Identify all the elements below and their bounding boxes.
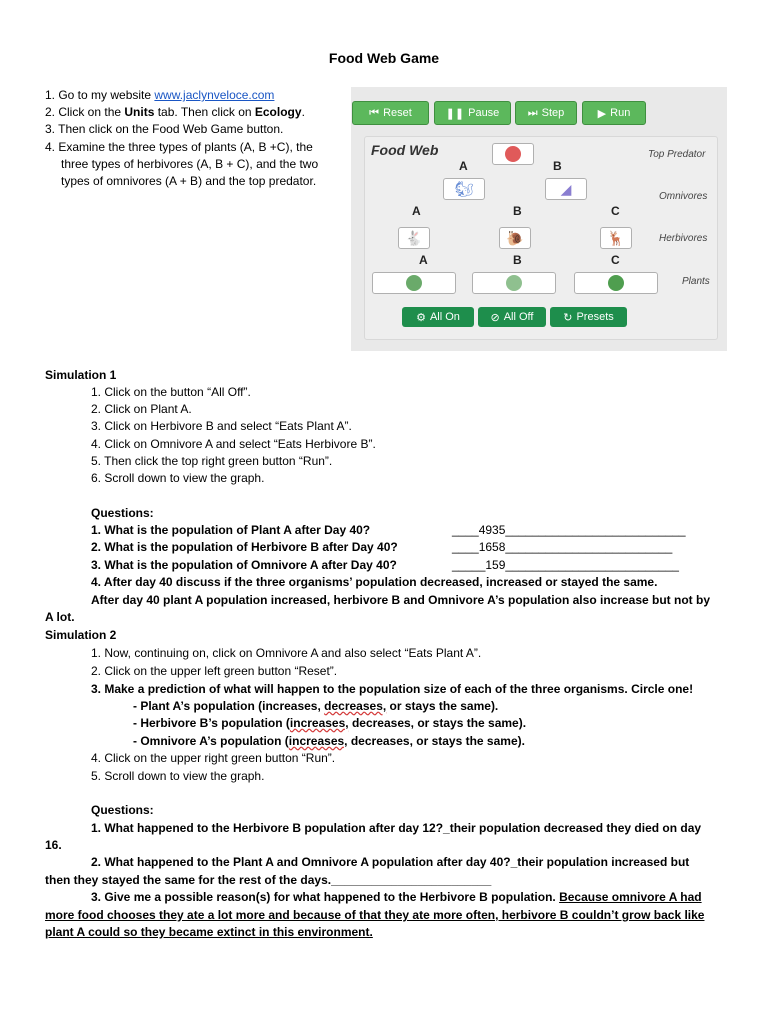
herbivore-b-letter: B — [513, 204, 522, 218]
sim2-q1-cont: 16. — [45, 838, 62, 852]
sim1-step-3: 3. Click on Herbivore B and select “Eats Plant A”. — [91, 419, 352, 433]
prediction-herbivore-b-text: - Herbivore B’s population ( — [133, 716, 290, 730]
deer-icon: 🦌 — [607, 229, 625, 246]
herbivore-b-slot[interactable] — [499, 227, 531, 249]
intro-step-1 — [45, 87, 274, 104]
intro-step-4a: 4. Examine the three types of plants (A, B +C), the — [45, 140, 313, 154]
all-off-label: All Off — [503, 311, 534, 323]
play-icon: ▶ — [597, 107, 607, 120]
plant-b-slot[interactable] — [472, 272, 556, 294]
sim1-q2: 2. What is the population of Herbivore B after Day 40? — [91, 540, 398, 554]
sim1-q1: 1. What is the population of Plant A after Day 40? — [91, 523, 371, 537]
sim2-q3-answer-line2: more food chooses they ate a lot more and because of that they ate more often, herbivore B couldn’t grow back like — [45, 908, 705, 922]
herbivore-a-letter: A — [412, 204, 421, 218]
plant-c-icon — [608, 275, 624, 291]
predator-icon — [505, 146, 521, 162]
sim1-questions-label: Questions: — [91, 506, 154, 520]
sim1-step-5: 5. Then click the top right green button “Run”. — [91, 454, 333, 468]
prediction-omnivore-a-end: decreases, or stays the same). — [347, 734, 525, 748]
run-button[interactable] — [582, 101, 646, 125]
intro-step-4c: types of omnivores (A + B) and the top predator. — [61, 174, 317, 188]
rewind-icon: ⏮ — [369, 106, 380, 119]
prediction-plant-a-end: or stays the same). — [386, 699, 499, 713]
pause-label: Pause — [468, 107, 500, 119]
all-on-label: All On — [429, 311, 460, 323]
sim2-q3-answer-start: Because omnivore A had — [559, 890, 702, 904]
step-icon: ⏭ — [527, 106, 538, 119]
herbivore-c-letter: C — [611, 204, 620, 218]
pause-button[interactable] — [434, 101, 511, 125]
sim2-step-2: 2. Click on the upper left green button “Reset”. — [91, 664, 338, 678]
omnivore-a-letter: A — [459, 159, 468, 173]
all-on-button[interactable] — [402, 307, 474, 327]
simulation-2-heading: Simulation 2 — [45, 628, 117, 642]
intro-step-2 — [45, 104, 305, 121]
sim2-q1: 1. What happened to the Herbivore B population after day 12?_their population decreased they died on day — [91, 821, 702, 835]
plant-b-icon — [506, 275, 522, 291]
plant-a-slot[interactable] — [372, 272, 456, 294]
sim2-step-5: 5. Scroll down to view the graph. — [91, 769, 265, 783]
sim2-step-3: 3. Make a prediction of what will happen to the population size of each of the three organisms. Circle one! — [91, 682, 694, 696]
sim1-q3: 3. What is the population of Omnivore A after Day 40? — [91, 558, 397, 572]
sim2-step-1: 1. Now, continuing on, click on Omnivore A and also select “Eats Plant A”. — [91, 646, 482, 660]
reset-label: Reset — [383, 107, 412, 119]
intro-step-2-end: . — [301, 105, 305, 119]
sim1-step-4: 4. Click on Omnivore A and select “Eats Herbivore B”. — [91, 437, 376, 451]
herbivore-a-slot[interactable] — [398, 227, 430, 249]
presets-label: Presets — [576, 311, 614, 323]
omnivore-b-slot[interactable] — [545, 178, 587, 200]
sim2-q3 — [91, 889, 702, 906]
top-predator-slot[interactable] — [492, 143, 534, 165]
plant-a-letter: A — [419, 253, 428, 267]
simulation-1-heading: Simulation 1 — [45, 368, 117, 382]
sim1-step-2: 2. Click on Plant A. — [91, 402, 192, 416]
intro-step-2-text: 2. Click on the — [45, 105, 125, 119]
prediction-omnivore-a — [133, 733, 525, 750]
prediction-plant-a-text: - Plant A’s population (increases, — [133, 699, 325, 713]
prediction-omnivore-a-text: - Omnivore A’s population ( — [133, 734, 289, 748]
sim2-q2: 2. What happened to the Plant A and Omnivore A population after day 40?_their population increased but — [91, 855, 690, 869]
intro-step-4b: three types of herbivores (A, B + C), and the two — [61, 157, 319, 171]
intro-step-3: 3. Then click on the Food Web Game button. — [45, 122, 284, 136]
ecology-word: Ecology — [254, 105, 302, 119]
herbivores-label: Herbivores — [659, 233, 708, 244]
sim1-a3: _____159__________________________ — [452, 558, 679, 572]
top-predator-label: Top Predator — [648, 149, 706, 160]
snail-icon: 🐌 — [506, 229, 524, 246]
sim1-q4: 4. After day 40 discuss if the three organisms’ population decreased, increased or stayed the same. — [91, 575, 658, 589]
page-title: Food Web Game — [328, 50, 440, 66]
sim2-q3-answer-line3: plant A could so they became extinct in this environment. — [45, 925, 373, 939]
sim1-a4-line2: A lot. — [45, 610, 75, 624]
squirrel-icon: 🐿 — [454, 181, 474, 198]
prediction-plant-a-choice: decreases, — [324, 699, 387, 713]
plant-c-letter: C — [611, 253, 620, 267]
prediction-plant-a — [133, 698, 498, 715]
intro-step-1-text: 1. Go to my website — [45, 88, 155, 102]
omnivore-a-slot[interactable] — [443, 178, 485, 200]
plant-b-letter: B — [513, 253, 522, 267]
sim1-a1: ____4935___________________________ — [452, 523, 686, 537]
refresh-icon: ↻ — [563, 311, 573, 324]
reset-button[interactable] — [352, 101, 429, 125]
units-word: Units — [124, 105, 155, 119]
prediction-herbivore-b-choice: increases, — [289, 716, 349, 730]
sim2-q2-cont: then they stayed the same for the rest of the days.________________________ — [45, 873, 492, 887]
plants-label: Plants — [682, 276, 710, 287]
all-off-button[interactable] — [478, 307, 546, 327]
omnivores-label: Omnivores — [659, 191, 708, 202]
website-link[interactable]: www.jaclynveloce.com — [154, 88, 275, 102]
cogs-icon: ⚙ — [416, 311, 426, 324]
plant-a-icon — [406, 275, 422, 291]
prediction-herbivore-b — [133, 715, 526, 732]
pause-icon: ❚❚ — [445, 107, 465, 120]
sim2-step-4: 4. Click on the upper right green button “Run”. — [91, 751, 336, 765]
bird-icon: ◢ — [560, 180, 572, 197]
ban-icon: ⊘ — [490, 311, 500, 324]
rabbit-icon: 🐇 — [405, 229, 423, 246]
sim1-a2: ____1658_________________________ — [452, 540, 673, 554]
presets-button[interactable] — [550, 307, 627, 327]
intro-step-2-mid: tab. Then click on — [154, 105, 255, 119]
run-label: Run — [610, 107, 631, 119]
step-button[interactable] — [515, 101, 577, 125]
sim1-step-6: 6. Scroll down to view the graph. — [91, 471, 265, 485]
sim2-q3-text: 3. Give me a possible reason(s) for what happened to the Herbivore B population. — [91, 890, 560, 904]
plant-c-slot[interactable] — [574, 272, 658, 294]
food-web-title: Food Web — [371, 142, 439, 158]
prediction-omnivore-a-choice: increases, — [288, 734, 348, 748]
herbivore-c-slot[interactable] — [600, 227, 632, 249]
omnivore-b-letter: B — [553, 159, 562, 173]
sim1-step-1: 1. Click on the button “All Off”. — [91, 385, 251, 399]
step-label: Step — [541, 107, 565, 119]
prediction-herbivore-b-end: decreases, or stays the same). — [348, 716, 527, 730]
sim2-questions-label: Questions: — [91, 803, 154, 817]
sim1-a4-line1: After day 40 plant A population increased, herbivore B and Omnivore A’s population also increase but not by — [91, 593, 711, 607]
